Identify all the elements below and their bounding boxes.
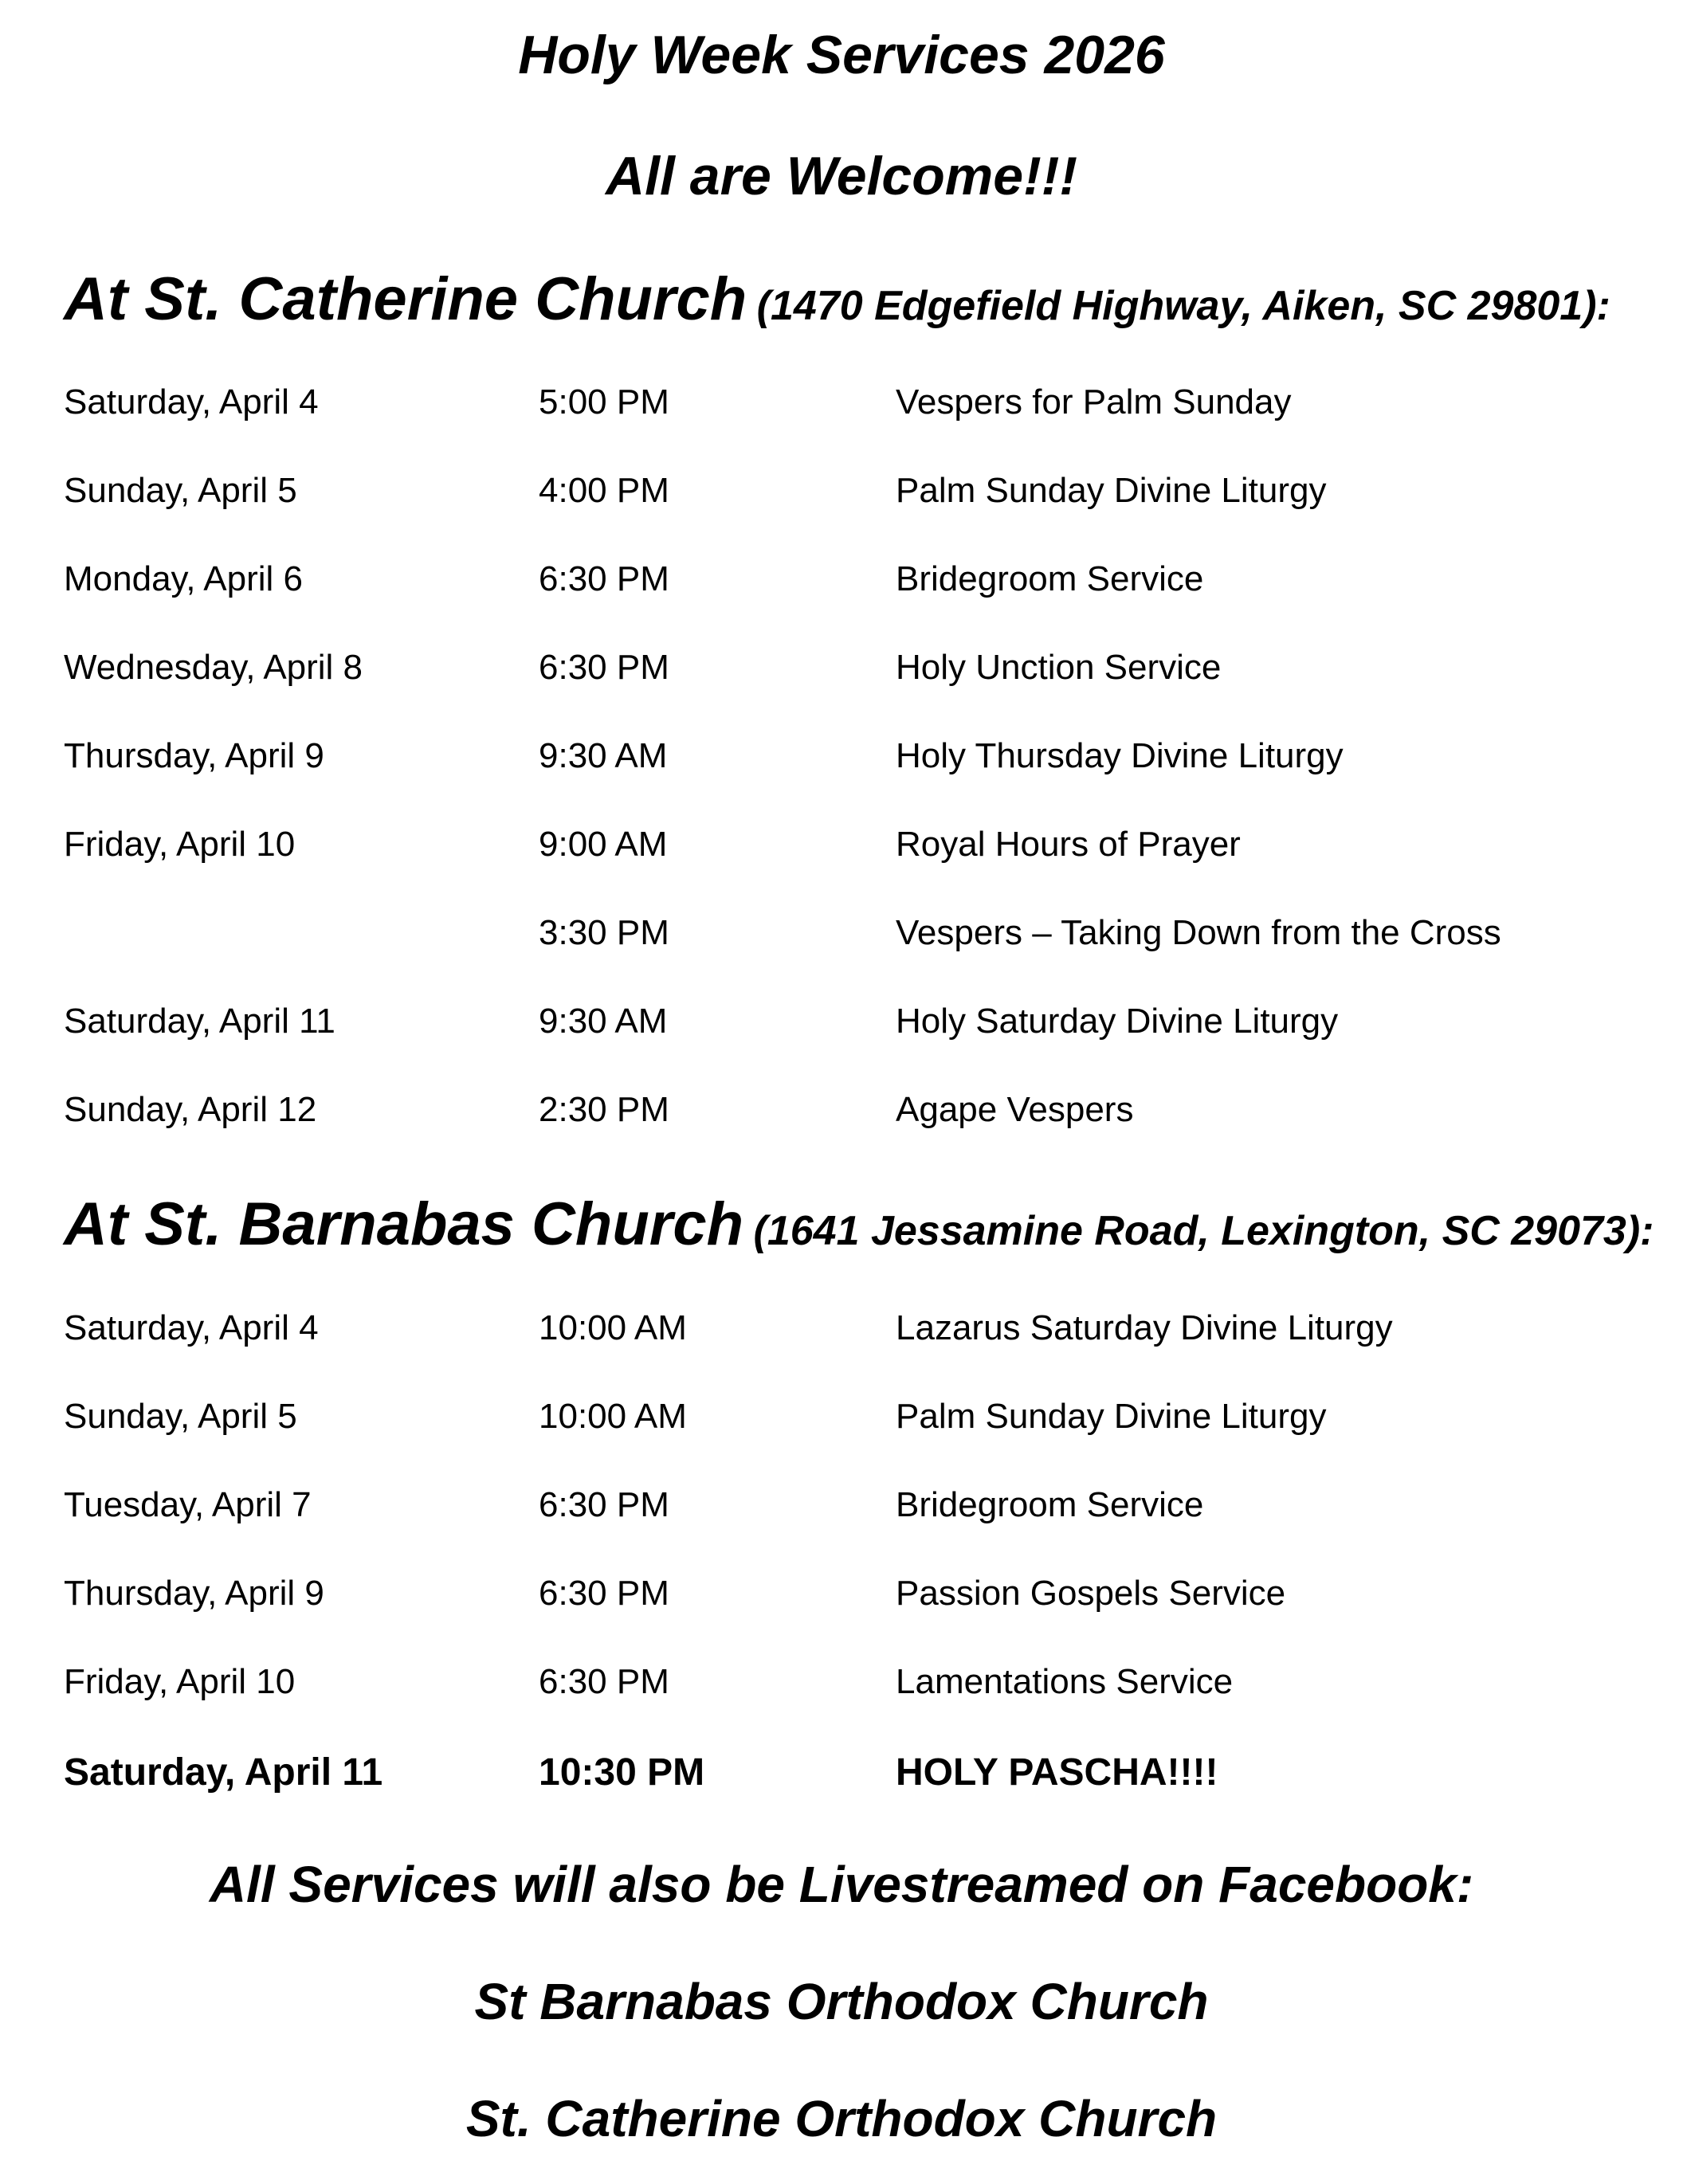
service-row — [64, 1574, 1642, 1662]
service-time: 6:30 PM — [539, 1662, 669, 1701]
service-day: Tuesday, April 7 — [64, 1485, 312, 1524]
service-day: Sunday, April 12 — [64, 1090, 317, 1129]
service-name: Vespers – Taking Down from the Cross — [896, 913, 1501, 952]
service-row — [64, 825, 1642, 913]
section-heading-st-barnabas — [64, 1190, 1654, 1259]
service-name: Bridegroom Service — [896, 1485, 1204, 1524]
service-time: 10:30 PM — [539, 1751, 705, 1794]
service-day: Friday, April 10 — [64, 825, 296, 864]
service-row — [64, 1662, 1642, 1751]
service-time: 6:30 PM — [539, 1574, 669, 1613]
service-day: Sunday, April 5 — [64, 1397, 297, 1436]
service-row — [64, 648, 1642, 736]
service-time: 5:00 PM — [539, 382, 669, 422]
service-time: 6:30 PM — [539, 648, 669, 687]
service-row — [64, 1002, 1642, 1090]
service-day: Thursday, April 9 — [64, 1574, 324, 1613]
service-name: Bridegroom Service — [896, 559, 1204, 598]
service-name: Lazarus Saturday Divine Liturgy — [896, 1308, 1393, 1347]
service-time: 4:00 PM — [539, 471, 669, 510]
service-day: Friday, April 10 — [64, 1662, 296, 1701]
section-heading-st-catherine — [64, 265, 1610, 334]
facebook-page-st-barnabas: St Barnabas Orthodox Church — [474, 1973, 1209, 2030]
church-address: (1470 Edgefield Highway, Aiken, SC 29801): — [756, 283, 1610, 329]
service-name: Lamentations Service — [896, 1662, 1234, 1701]
schedule-st-barnabas — [64, 1308, 1642, 1839]
service-name: Agape Vespers — [896, 1090, 1134, 1129]
service-row — [64, 736, 1642, 825]
welcome-line: All are Welcome!!! — [605, 146, 1077, 206]
service-time: 6:30 PM — [539, 1485, 669, 1524]
service-day: Saturday, April 11 — [64, 1751, 383, 1794]
service-time: 6:30 PM — [539, 559, 669, 598]
service-row — [64, 471, 1642, 559]
schedule-st-catherine — [64, 382, 1642, 1178]
service-row — [64, 1485, 1642, 1574]
service-name: Royal Hours of Prayer — [896, 825, 1241, 864]
service-row — [64, 559, 1642, 648]
service-name: Holy Thursday Divine Liturgy — [896, 736, 1344, 775]
service-time: 10:00 AM — [539, 1308, 687, 1347]
service-row-pascha — [64, 1751, 1642, 1839]
service-name: Palm Sunday Divine Liturgy — [896, 471, 1327, 510]
service-row — [64, 1090, 1642, 1178]
service-row — [64, 382, 1642, 471]
church-name: At St. Barnabas Church — [64, 1190, 744, 1258]
service-day: Sunday, April 5 — [64, 471, 297, 510]
service-row — [64, 1308, 1642, 1397]
service-time: 10:00 AM — [539, 1397, 687, 1436]
service-time: 2:30 PM — [539, 1090, 669, 1129]
service-row — [64, 913, 1642, 1002]
service-day: Thursday, April 9 — [64, 736, 324, 775]
facebook-page-st-catherine: St. Catherine Orthodox Church — [465, 2090, 1218, 2147]
service-name: Vespers for Palm Sunday — [896, 382, 1292, 422]
church-name: At St. Catherine Church — [64, 265, 747, 333]
service-name: HOLY PASCHA!!!! — [896, 1751, 1218, 1794]
service-name: Palm Sunday Divine Liturgy — [896, 1397, 1327, 1436]
page-title: Holy Week Services 2026 — [518, 25, 1165, 85]
service-time: 9:00 AM — [539, 825, 668, 864]
service-row — [64, 1397, 1642, 1485]
livestream-note: All Services will also be Livestreamed on Facebook: — [209, 1856, 1474, 1913]
service-day: Saturday, April 4 — [64, 382, 319, 422]
service-name: Passion Gospels Service — [896, 1574, 1286, 1613]
service-day: Wednesday, April 8 — [64, 648, 363, 687]
service-day: Saturday, April 11 — [64, 1002, 335, 1041]
service-day: Monday, April 6 — [64, 559, 304, 598]
service-day: Saturday, April 4 — [64, 1308, 319, 1347]
church-address: (1641 Jessamine Road, Lexington, SC 29073): — [753, 1208, 1654, 1254]
service-name: Holy Unction Service — [896, 648, 1222, 687]
service-time: 9:30 AM — [539, 1002, 668, 1041]
service-time: 3:30 PM — [539, 913, 669, 952]
service-time: 9:30 AM — [539, 736, 668, 775]
service-name: Holy Saturday Divine Liturgy — [896, 1002, 1339, 1041]
